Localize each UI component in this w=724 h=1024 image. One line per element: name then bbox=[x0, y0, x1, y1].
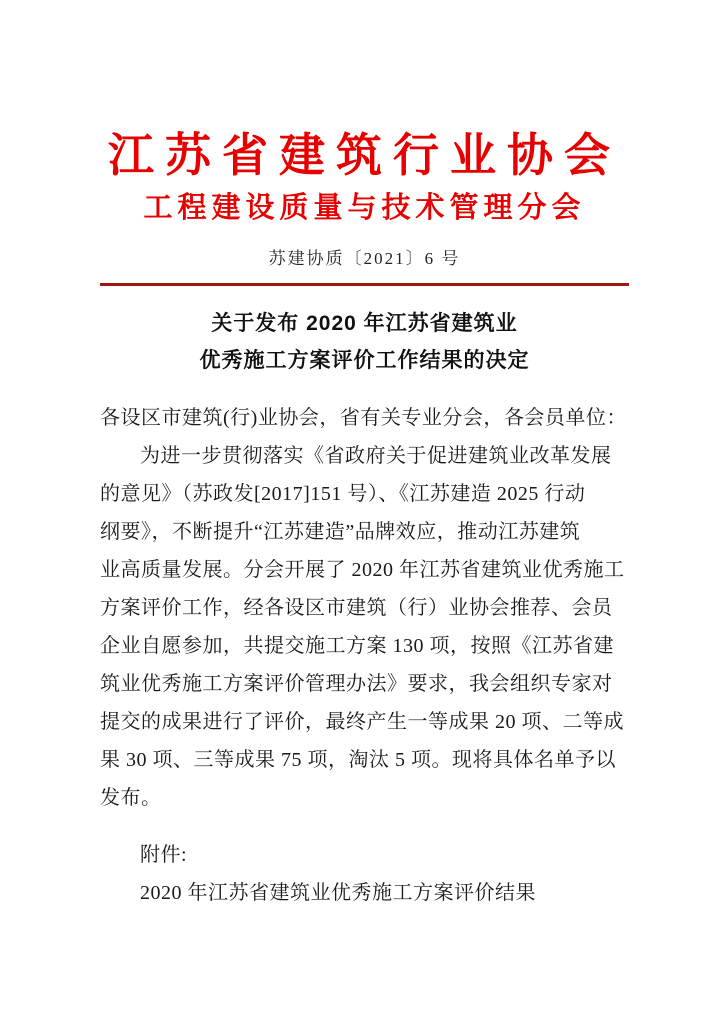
body-line: 方案评价工作，经各设区市建筑（行）业协会推荐、会员 bbox=[100, 597, 613, 619]
document-number: 苏建协质〔2021〕6 号 bbox=[268, 249, 461, 268]
document-title bbox=[100, 305, 629, 379]
body-line: 发布。 bbox=[100, 787, 162, 809]
body-line: 果 30 项、三等成果 75 项，淘汰 5 项。现将具体名单予以 bbox=[100, 749, 616, 771]
body-line: 的意见》（苏政发[2017]151 号）、《江苏建造 2025 行动 bbox=[100, 483, 586, 505]
attachment-label: 附件: bbox=[140, 844, 188, 866]
branch-name: 工程建设质量与技术管理分会 bbox=[143, 192, 586, 224]
red-separator-line bbox=[100, 283, 629, 286]
body-line: 企业自愿参加，共提交施工方案 130 项，按照《江苏省建 bbox=[100, 635, 614, 657]
attachment-section bbox=[100, 836, 629, 912]
body-line: 业高质量发展。分会开展了 2020 年江苏省建筑业优秀施工 bbox=[100, 559, 625, 581]
body-line: 提交的成果进行了评价，最终产生一等成果 20 项、二等成 bbox=[100, 711, 624, 733]
attachment-title: 2020 年江苏省建筑业优秀施工方案评价结果 bbox=[140, 882, 536, 904]
document-title-line1: 关于发布 2020 年江苏省建筑业 bbox=[211, 312, 518, 335]
document-title-line2: 优秀施工方案评价工作结果的决定 bbox=[199, 349, 530, 372]
body-line: 为进一步贯彻落实《省政府关于促进建筑业改革发展 bbox=[140, 445, 612, 467]
document-body bbox=[100, 399, 629, 817]
organization-name: 江苏省建筑行业协会 bbox=[108, 130, 621, 181]
body-line: 纲要》，不断提升“江苏建造”品牌效应，推动江苏建筑 bbox=[100, 521, 581, 543]
body-line: 筑业优秀施工方案评价管理办法》要求，我会组织专家对 bbox=[100, 673, 613, 695]
body-line-salutation: 各设区市建筑(行)业协会，省有关专业分会，各会员单位： bbox=[100, 407, 627, 429]
